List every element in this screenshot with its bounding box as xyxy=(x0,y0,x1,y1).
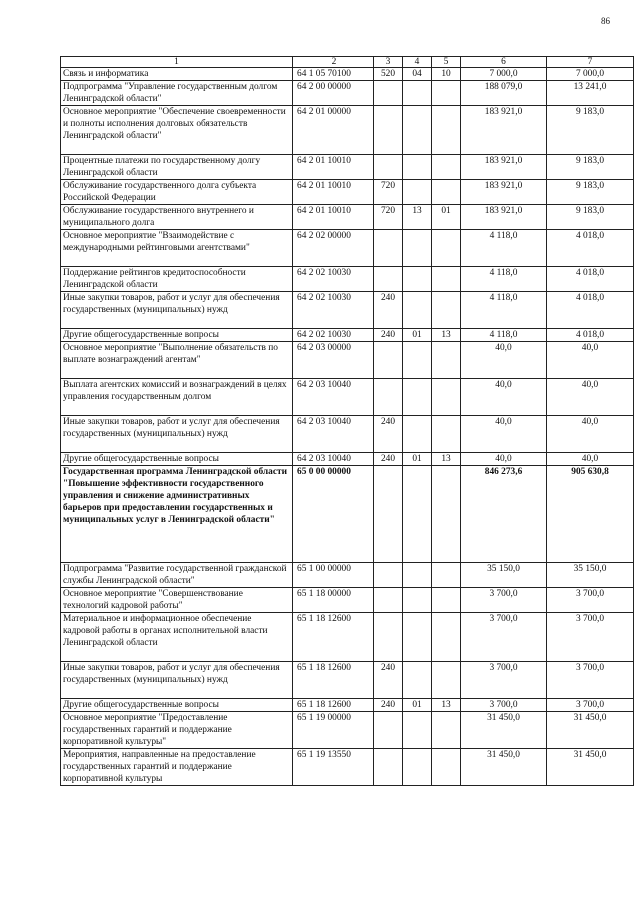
table-row xyxy=(61,416,634,453)
table-row xyxy=(61,699,634,712)
header-cell: 3 xyxy=(374,57,403,68)
row-value6-cell: 183 921,0 xyxy=(461,155,547,180)
row-value6-cell: 31 450,0 xyxy=(461,749,547,786)
row-col3-cell xyxy=(374,749,403,786)
row-code-cell: 65 1 18 12600 xyxy=(293,662,374,699)
row-value6-cell: 183 921,0 xyxy=(461,205,547,230)
budget-table xyxy=(60,56,634,786)
row-col4-cell xyxy=(403,749,432,786)
row-code-cell: 64 1 05 70100 xyxy=(293,68,374,81)
page-number: 86 xyxy=(601,16,610,26)
row-name-cell: Подпрограмма "Управление государственным долгом Ленинградской области" xyxy=(61,81,293,106)
row-value7-cell: 3 700,0 xyxy=(547,662,634,699)
row-value6-cell: 183 921,0 xyxy=(461,106,547,155)
row-value7-cell: 9 183,0 xyxy=(547,155,634,180)
row-col4-cell: 04 xyxy=(403,68,432,81)
row-value6-cell: 846 273,6 xyxy=(461,466,547,563)
row-col4-cell xyxy=(403,180,432,205)
row-code-cell: 64 2 03 10040 xyxy=(293,453,374,466)
row-value7-cell: 35 150,0 xyxy=(547,563,634,588)
row-value6-cell: 7 000,0 xyxy=(461,68,547,81)
row-value6-cell: 3 700,0 xyxy=(461,613,547,662)
row-col3-cell: 240 xyxy=(374,662,403,699)
row-value6-cell: 4 118,0 xyxy=(461,329,547,342)
row-name-cell: Обслуживание государственного внутреннего и муниципального долга xyxy=(61,205,293,230)
row-code-cell: 64 2 01 10010 xyxy=(293,155,374,180)
row-col3-cell xyxy=(374,563,403,588)
row-name-cell: Материальное и информационное обеспечение кадровой работы в органах исполнительной власти Ленинградской области xyxy=(61,613,293,662)
row-code-cell: 64 2 02 10030 xyxy=(293,329,374,342)
row-code-cell: 64 2 01 10010 xyxy=(293,205,374,230)
row-name-cell: Государственная программа Ленинградской области "Повышение эффективности государственного управления и снижение административных барьеров при предоставлении государственных и муниципальных услуг в Ленинградской области" xyxy=(61,466,293,563)
row-value7-cell: 4 018,0 xyxy=(547,292,634,329)
table-row xyxy=(61,342,634,379)
row-code-cell: 65 1 18 12600 xyxy=(293,613,374,662)
row-name-cell: Подпрограмма "Развитие государственной гражданской службы Ленинградской области" xyxy=(61,563,293,588)
row-col3-cell: 720 xyxy=(374,205,403,230)
row-col5-cell xyxy=(432,416,461,453)
row-code-cell: 65 1 19 13550 xyxy=(293,749,374,786)
row-code-cell: 65 1 18 12600 xyxy=(293,699,374,712)
row-col3-cell: 240 xyxy=(374,416,403,453)
row-code-cell: 64 2 03 00000 xyxy=(293,342,374,379)
row-col3-cell: 240 xyxy=(374,329,403,342)
row-col5-cell xyxy=(432,180,461,205)
row-col3-cell: 240 xyxy=(374,292,403,329)
row-value6-cell: 40,0 xyxy=(461,416,547,453)
row-value7-cell: 905 630,8 xyxy=(547,466,634,563)
row-col3-cell xyxy=(374,81,403,106)
row-col5-cell xyxy=(432,379,461,416)
row-col5-cell: 13 xyxy=(432,699,461,712)
row-col3-cell xyxy=(374,588,403,613)
row-value6-cell: 3 700,0 xyxy=(461,662,547,699)
row-code-cell: 64 2 03 10040 xyxy=(293,379,374,416)
row-col4-cell: 01 xyxy=(403,329,432,342)
row-value6-cell: 31 450,0 xyxy=(461,712,547,749)
table-row xyxy=(61,230,634,267)
table-row xyxy=(61,466,634,563)
row-col5-cell xyxy=(432,267,461,292)
row-col3-cell xyxy=(374,230,403,267)
row-name-cell: Основное мероприятие "Взаимодействие с международными рейтинговыми агентствами" xyxy=(61,230,293,267)
row-col3-cell xyxy=(374,155,403,180)
row-value6-cell: 183 921,0 xyxy=(461,180,547,205)
row-col3-cell xyxy=(374,466,403,563)
row-value7-cell: 4 018,0 xyxy=(547,329,634,342)
row-value7-cell: 3 700,0 xyxy=(547,613,634,662)
row-col4-cell xyxy=(403,379,432,416)
row-col4-cell xyxy=(403,230,432,267)
table-row xyxy=(61,613,634,662)
row-col4-cell xyxy=(403,292,432,329)
row-name-cell: Связь и информатика xyxy=(61,68,293,81)
row-col5-cell xyxy=(432,106,461,155)
row-col5-cell xyxy=(432,563,461,588)
row-name-cell: Мероприятия, направленные на предоставление государственных гарантий и поддержание корпоративной культуры xyxy=(61,749,293,786)
row-col3-cell: 240 xyxy=(374,453,403,466)
row-col5-cell xyxy=(432,749,461,786)
header-cell: 6 xyxy=(461,57,547,68)
row-col3-cell xyxy=(374,267,403,292)
row-col4-cell xyxy=(403,267,432,292)
row-code-cell: 65 1 00 00000 xyxy=(293,563,374,588)
row-value7-cell: 9 183,0 xyxy=(547,205,634,230)
row-value7-cell: 31 450,0 xyxy=(547,712,634,749)
row-name-cell: Процентные платежи по государственному долгу Ленинградской области xyxy=(61,155,293,180)
row-value7-cell: 7 000,0 xyxy=(547,68,634,81)
row-code-cell: 64 2 01 00000 xyxy=(293,106,374,155)
row-value6-cell: 3 700,0 xyxy=(461,588,547,613)
row-col4-cell xyxy=(403,81,432,106)
table-row xyxy=(61,453,634,466)
row-name-cell: Обслуживание государственного долга субъекта Российской Федерации xyxy=(61,180,293,205)
row-col5-cell: 13 xyxy=(432,329,461,342)
table-row xyxy=(61,563,634,588)
row-col4-cell xyxy=(403,416,432,453)
row-col4-cell xyxy=(403,563,432,588)
row-col5-cell xyxy=(432,292,461,329)
row-col3-cell xyxy=(374,613,403,662)
row-value6-cell: 35 150,0 xyxy=(461,563,547,588)
row-value6-cell: 188 079,0 xyxy=(461,81,547,106)
row-col4-cell xyxy=(403,106,432,155)
row-col5-cell xyxy=(432,230,461,267)
header-cell: 5 xyxy=(432,57,461,68)
row-name-cell: Основное мероприятие "Обеспечение своевременности и полноты исполнения долговых обязательств Ленинградской области" xyxy=(61,106,293,155)
header-cell: 1 xyxy=(61,57,293,68)
row-name-cell: Другие общегосударственные вопросы xyxy=(61,453,293,466)
row-value6-cell: 4 118,0 xyxy=(461,230,547,267)
table-header-row xyxy=(61,57,634,68)
row-col4-cell xyxy=(403,342,432,379)
row-col5-cell xyxy=(432,662,461,699)
row-col5-cell: 13 xyxy=(432,453,461,466)
table-row xyxy=(61,329,634,342)
row-value7-cell: 13 241,0 xyxy=(547,81,634,106)
row-value7-cell: 4 018,0 xyxy=(547,230,634,267)
row-value6-cell: 40,0 xyxy=(461,379,547,416)
row-name-cell: Иные закупки товаров, работ и услуг для обеспечения государственных (муниципальных) нужд xyxy=(61,416,293,453)
row-col4-cell xyxy=(403,588,432,613)
row-name-cell: Иные закупки товаров, работ и услуг для обеспечения государственных (муниципальных) нужд xyxy=(61,662,293,699)
row-name-cell: Иные закупки товаров, работ и услуг для обеспечения государственных (муниципальных) нужд xyxy=(61,292,293,329)
row-value6-cell: 40,0 xyxy=(461,453,547,466)
row-name-cell: Основное мероприятие "Выполнение обязательств по выплате вознаграждений агентам" xyxy=(61,342,293,379)
table-row xyxy=(61,749,634,786)
row-col3-cell xyxy=(374,379,403,416)
row-col4-cell xyxy=(403,155,432,180)
row-col3-cell: 240 xyxy=(374,699,403,712)
row-code-cell: 64 2 02 10030 xyxy=(293,292,374,329)
row-col3-cell xyxy=(374,106,403,155)
row-col5-cell xyxy=(432,81,461,106)
row-value7-cell: 40,0 xyxy=(547,453,634,466)
row-col4-cell: 13 xyxy=(403,205,432,230)
row-code-cell: 64 2 00 00000 xyxy=(293,81,374,106)
row-col5-cell xyxy=(432,712,461,749)
table-row xyxy=(61,662,634,699)
row-col3-cell xyxy=(374,342,403,379)
row-col3-cell: 720 xyxy=(374,180,403,205)
row-name-cell: Основное мероприятие "Совершенствование технологий кадровой работы" xyxy=(61,588,293,613)
table-row xyxy=(61,81,634,106)
row-col5-cell xyxy=(432,613,461,662)
row-value7-cell: 40,0 xyxy=(547,416,634,453)
table-row xyxy=(61,712,634,749)
row-value7-cell: 40,0 xyxy=(547,342,634,379)
table-row xyxy=(61,106,634,155)
row-col4-cell: 01 xyxy=(403,699,432,712)
row-col4-cell: 01 xyxy=(403,453,432,466)
row-value6-cell: 4 118,0 xyxy=(461,267,547,292)
row-name-cell: Другие общегосударственные вопросы xyxy=(61,699,293,712)
row-name-cell: Поддержание рейтингов кредитоспособности Ленинградской области xyxy=(61,267,293,292)
row-col3-cell: 520 xyxy=(374,68,403,81)
header-cell: 4 xyxy=(403,57,432,68)
table-row xyxy=(61,155,634,180)
row-value7-cell: 4 018,0 xyxy=(547,267,634,292)
row-code-cell: 65 1 18 00000 xyxy=(293,588,374,613)
table-row xyxy=(61,205,634,230)
row-code-cell: 64 2 02 10030 xyxy=(293,267,374,292)
row-value7-cell: 3 700,0 xyxy=(547,699,634,712)
row-col5-cell: 10 xyxy=(432,68,461,81)
row-value7-cell: 9 183,0 xyxy=(547,106,634,155)
row-col4-cell xyxy=(403,613,432,662)
table-row xyxy=(61,292,634,329)
row-code-cell: 64 2 03 10040 xyxy=(293,416,374,453)
row-name-cell: Основное мероприятие "Предоставление государственных гарантий и поддержание корпоративной культуры" xyxy=(61,712,293,749)
table-row xyxy=(61,588,634,613)
row-col4-cell xyxy=(403,712,432,749)
row-value6-cell: 40,0 xyxy=(461,342,547,379)
row-col5-cell xyxy=(432,588,461,613)
table-row xyxy=(61,68,634,81)
row-col5-cell: 01 xyxy=(432,205,461,230)
table-row xyxy=(61,379,634,416)
row-code-cell: 64 2 02 00000 xyxy=(293,230,374,267)
row-name-cell: Выплата агентских комиссий и вознаграждений в целях управления государственным долгом xyxy=(61,379,293,416)
row-col5-cell xyxy=(432,155,461,180)
row-code-cell: 65 0 00 00000 xyxy=(293,466,374,563)
table-row xyxy=(61,267,634,292)
row-value7-cell: 3 700,0 xyxy=(547,588,634,613)
row-value7-cell: 40,0 xyxy=(547,379,634,416)
row-code-cell: 65 1 19 00000 xyxy=(293,712,374,749)
row-value7-cell: 9 183,0 xyxy=(547,180,634,205)
row-value7-cell: 31 450,0 xyxy=(547,749,634,786)
header-cell: 7 xyxy=(547,57,634,68)
row-col5-cell xyxy=(432,466,461,563)
row-code-cell: 64 2 01 10010 xyxy=(293,180,374,205)
row-col5-cell xyxy=(432,342,461,379)
row-value6-cell: 3 700,0 xyxy=(461,699,547,712)
row-col4-cell xyxy=(403,466,432,563)
header-cell: 2 xyxy=(293,57,374,68)
row-col4-cell xyxy=(403,662,432,699)
row-value6-cell: 4 118,0 xyxy=(461,292,547,329)
row-name-cell: Другие общегосударственные вопросы xyxy=(61,329,293,342)
table-row xyxy=(61,180,634,205)
row-col3-cell xyxy=(374,712,403,749)
